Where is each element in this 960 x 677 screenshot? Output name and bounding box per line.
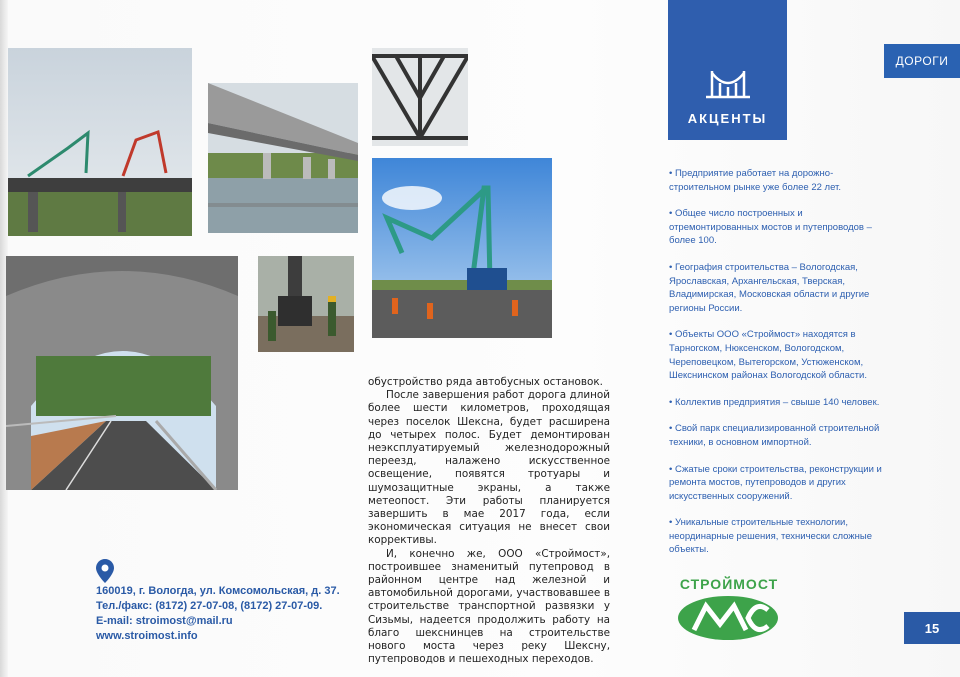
accent-item: • Общее число построенных и отремонтированных мостов и путепроводов – более 100. [669,207,889,248]
contact-email[interactable]: E-mail: stroimost@mail.ru [96,615,233,627]
section-tab-roads: ДОРОГИ [884,44,960,78]
accent-item: • Объекты ООО «Строймост» находятся в Тарногском, Нюксенском, Вологодском, Череповецком, Вытегорском, Устюженском, Шекснинском районах Вологодской области. [669,328,889,382]
article-paragraph: И, конечно же, ООО «Строймост», построившее знаменитый путепровод в районном центре над железной и автомобильной дорогами, участвовавшее в строительстве транспортной развязки у Сизьмы, надеется продолжить работу на благо шекснинцев на строительстве нового моста через реку Шексну, путепроводов и пешеходных переходов. [368,547,610,666]
contact-block [96,584,356,644]
accent-item: • Свой парк специализированной строительной техники, в основном импортной. [669,422,889,449]
location-pin-icon [96,559,114,583]
accents-header [668,0,787,140]
accent-item: • Предприятие работает на дорожно-строительном рынке уже более 22 лет. [669,167,889,194]
accents-title: АКЦЕНТЫ [687,111,768,126]
article-body [368,376,610,666]
photo-concrete-pump-crew [372,158,552,338]
page-number: 15 [904,612,960,644]
accent-item: • География строительства – Вологодская, Ярославская, Архангельская, Тверская, Владимирская, Московская области и другие регионы России. [669,261,889,315]
article-paragraph: обустройство ряда автобусных остановок. [368,376,603,388]
photo-bridge-concrete-pumps [8,48,192,236]
photo-pile-driving-workers [258,256,354,352]
accents-list [669,167,889,570]
contact-address: 160019, г. Вологда, ул. Комсомольская, д. 37. [96,585,340,597]
contact-phone: Тел./факс: (8172) 27-07-08, (8172) 27-07-09. [96,600,323,612]
accent-item: • Сжатые сроки строительства, реконструкции и ремонта мостов, путепроводов и других искусственных сооружений. [669,463,889,504]
photo-bridge-over-river [208,83,358,233]
contact-website[interactable]: www.stroimost.info [96,630,198,642]
photo-steel-truss [372,48,468,146]
accent-item: • Уникальные строительные технологии, неординарные решения, технически сложные объекты. [669,516,889,557]
article-paragraph: После завершения работ дорога длиной более шести километров, проходящая через поселок Шексна, будет расширена до четырех полос. Будет демонтирован неэксплуатируемый железнодорожный переезд, налажено искусственное освещение, появятся тротуары и шумозащитные экраны, а также метеопост. Эти работы планируется завершить в мае 2017 года, если экономическая ситуация не внесет свои коррективы. [368,389,610,547]
brand-name: СТРОЙМОСТ [679,576,779,592]
stroimost-logo-icon [676,594,780,642]
bridge-logo-icon [702,67,754,103]
accent-item: • Коллектив предприятия – свыше 140 человек. [669,396,889,410]
photo-road-tunnel [6,256,238,490]
